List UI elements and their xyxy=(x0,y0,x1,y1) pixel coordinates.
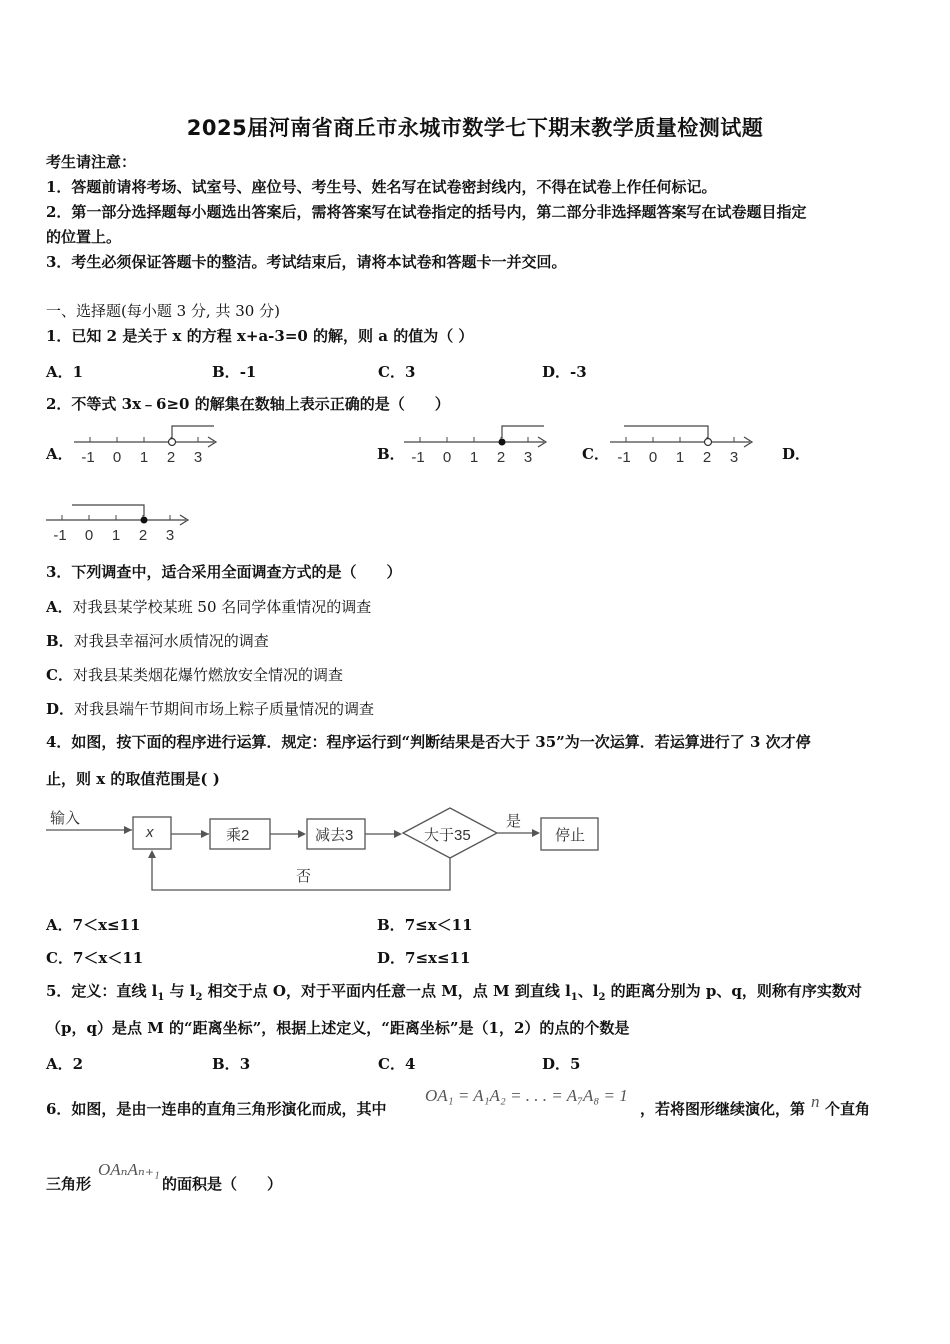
tick-label: 2 xyxy=(138,527,148,544)
q2-option-b[interactable]: B． xyxy=(377,445,405,463)
q3-option-b[interactable]: B．对我县幸福河水质情况的调查 xyxy=(46,632,269,650)
q6-stem-cont: 三角形 xyxy=(46,1175,92,1193)
q3-option-c[interactable]: C．对我县某类烟花爆竹燃放安全情况的调查 xyxy=(46,666,343,684)
tick-label: 1 xyxy=(139,449,149,466)
tick-label: 0 xyxy=(648,449,658,466)
tick-label: 0 xyxy=(84,527,94,544)
tick-label: 1 xyxy=(675,449,685,466)
q2-numberline-d xyxy=(42,500,197,546)
flow-no-label: 否 xyxy=(296,868,312,885)
q2-numberline-a xyxy=(70,422,225,468)
q5-stem-cont: （p，q）是点 M 的“距离坐标”，根据上述定义，“距离坐标”是（1，2）的点的个数是 xyxy=(46,1019,630,1037)
tick-label: 3 xyxy=(523,449,533,466)
q6-stem-mid: ，若将图形继续演化，第 xyxy=(640,1100,806,1118)
notice-heading: 考生请注意： xyxy=(46,153,137,171)
q5-option-b[interactable]: B．3 xyxy=(212,1055,251,1073)
q6-triangle: OAₙAₙ₊₁ xyxy=(98,1160,160,1179)
flow-stop-box: 停止 xyxy=(555,827,586,844)
tick-label: 0 xyxy=(112,449,122,466)
q4-option-d[interactable]: D．7≤x≤11 xyxy=(377,949,471,967)
tick-label: 2 xyxy=(496,449,506,466)
q6-stem: 6．如图，是由一连串的直角三角形演化而成，其中 xyxy=(46,1100,387,1118)
notice-item-2: 2．第一部分选择题每小题选出答案后，需将答案写在试卷指定的括号内，第二部分非选择题答案写在试卷题目指定 xyxy=(46,203,807,221)
tick-label: -1 xyxy=(81,449,95,466)
q5-option-d[interactable]: D．5 xyxy=(542,1055,581,1073)
tick-label: 0 xyxy=(442,449,452,466)
q6-formula: OA₁ = A₁A₂ = . . . = A₇A₈ = 1 xyxy=(425,1086,628,1105)
notice-item-3: 3．考生必须保证答题卡的整洁。考试结束后，请将本试卷和答题卡一并交回。 xyxy=(46,253,567,271)
tick-label: -1 xyxy=(411,449,425,466)
flow-input-label: 输入 xyxy=(50,810,81,827)
q1-option-c[interactable]: C．3 xyxy=(378,363,416,381)
tick-label: 1 xyxy=(469,449,479,466)
q6-stem-end: 个直角 xyxy=(825,1100,871,1118)
q4-stem-cont: 止，则 x 的取值范围是( ) xyxy=(46,770,220,788)
q4-stem: 4．如图，按下面的程序进行运算．规定：程序运行到“判断结果是否大于 35”为一次运算．若运算进行了 3 次才停 xyxy=(46,733,811,751)
q3-option-a[interactable]: A．对我县某学校某班 50 名同学体重情况的调查 xyxy=(46,598,372,616)
q4-flowchart xyxy=(44,800,586,900)
q2-option-c[interactable]: C． xyxy=(582,445,609,463)
notice-item-1: 1．答题前请将考场、试室号、座位号、考生号、姓名写在试卷密封线内，不得在试卷上作任何标记。 xyxy=(46,178,717,196)
page-title: 2025届河南省商丘市永城市数学七下期末教学质量检测试题 xyxy=(186,116,764,140)
tick-label: 3 xyxy=(165,527,175,544)
flow-x-box: x xyxy=(146,824,154,841)
q5-option-c[interactable]: C．4 xyxy=(378,1055,416,1073)
flow-multiply-box: 乘2 xyxy=(226,827,250,844)
tick-label: 3 xyxy=(193,449,203,466)
q2-numberline-b xyxy=(400,422,555,468)
tick-label: 3 xyxy=(729,449,739,466)
q5-option-a[interactable]: A．2 xyxy=(46,1055,84,1073)
q1-stem: 1．已知 2 是关于 x 的方程 x+a-3=0 的解，则 a 的值为（ ） xyxy=(46,327,474,345)
q2-numberline-c xyxy=(606,422,761,468)
q2-option-d[interactable]: D． xyxy=(782,445,811,463)
flow-subtract-box: 减去3 xyxy=(315,827,354,844)
q4-option-b[interactable]: B．7≤x＜11 xyxy=(377,916,473,934)
tick-label: -1 xyxy=(617,449,631,466)
tick-label: 2 xyxy=(166,449,176,466)
flow-yes-label: 是 xyxy=(506,813,522,830)
q3-option-d[interactable]: D．对我县端午节期间市场上粽子质量情况的调查 xyxy=(46,700,375,718)
q3-stem: 3．下列调查中，适合采用全面调查方式的是（ ） xyxy=(46,563,402,581)
tick-label: 1 xyxy=(111,527,121,544)
section-heading: 一、选择题(每小题 3 分, 共 30 分) xyxy=(46,302,280,320)
q2-option-a[interactable]: A． xyxy=(46,445,73,463)
q6-n: n xyxy=(811,1092,820,1111)
q1-option-d[interactable]: D．-3 xyxy=(542,363,587,381)
q2-stem: 2．不等式 3x﹣6≥0 的解集在数轴上表示正确的是（ ） xyxy=(46,395,450,413)
q1-option-a[interactable]: A．1 xyxy=(46,363,84,381)
q4-option-a[interactable]: A．7＜x≤11 xyxy=(46,916,141,934)
flow-condition: 大于35 xyxy=(424,827,471,844)
tick-label: 2 xyxy=(702,449,712,466)
q5-stem: 5．定义：直线 $l_1$ 与 $l_2$ 相交于点 O，对于平面内任意一点 M，点 M 到直线 $l_1$、$l_2$ 的距离分别为 p、q，则称有序实数对 xyxy=(46,982,862,1003)
tick-label: -1 xyxy=(53,527,67,544)
q6-stem-tail: 的面积是（ ） xyxy=(162,1175,283,1193)
notice-item-2-cont: 的位置上。 xyxy=(46,228,122,246)
q1-option-b[interactable]: B．-1 xyxy=(212,363,257,381)
q4-option-c[interactable]: C．7＜x＜11 xyxy=(46,949,144,967)
